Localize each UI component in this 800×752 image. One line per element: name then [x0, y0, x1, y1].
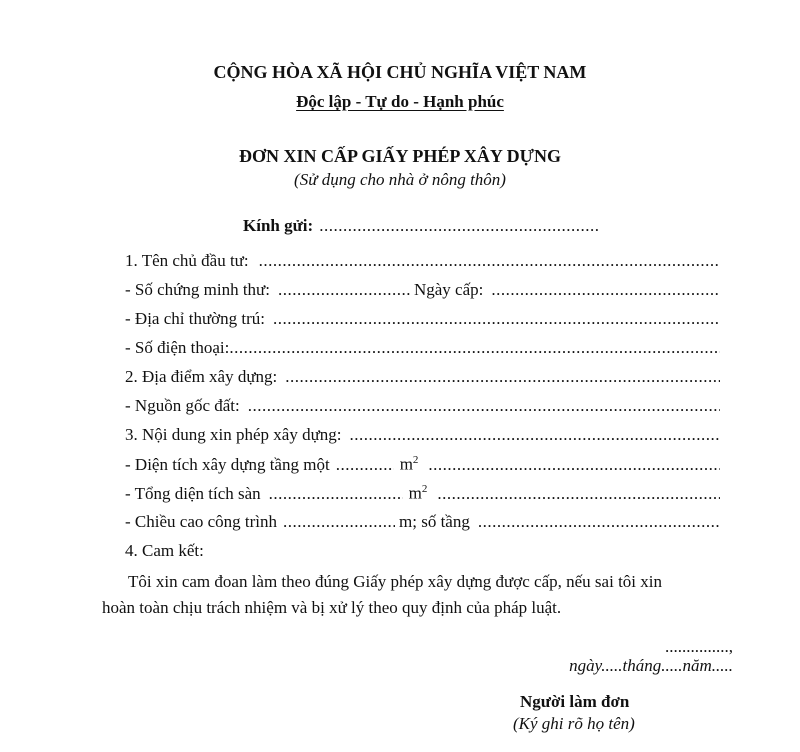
- phone-label: - Số điện thoại:: [125, 338, 230, 357]
- motto: Độc lập - Tự do - Hạnh phúc: [296, 92, 504, 111]
- investor-name-row: [125, 251, 720, 273]
- id-row: [125, 280, 720, 302]
- commitment-label: 4. Cam kết:: [125, 541, 204, 560]
- commitment-text-2: hoàn toàn chịu trách nhiệm và bị xử lý theo quy định của pháp luật.: [102, 598, 562, 617]
- phone-row: [125, 338, 720, 360]
- location-row: [125, 367, 720, 389]
- height-field[interactable]: [283, 512, 395, 532]
- address-field[interactable]: [273, 309, 720, 329]
- height-row: [125, 512, 720, 534]
- address-row: [125, 309, 720, 331]
- total-floor-label: - Tổng diện tích sàn: [125, 483, 261, 503]
- total-floor-extra-field[interactable]: [437, 484, 720, 504]
- commitment-text-1: Tôi xin cam đoan làm theo đúng Giấy phép xây dựng được cấp, nếu sai tôi xin: [128, 572, 662, 591]
- recipient-row: [243, 216, 598, 236]
- ground-floor-extra-field[interactable]: [428, 455, 720, 475]
- content-label: 3. Nội dung xin phép xây dựng:: [125, 425, 342, 444]
- address-label: - Địa chỉ thường trú:: [125, 309, 266, 328]
- location-label: 2. Địa điểm xây dựng:: [125, 367, 278, 386]
- issue-date-field[interactable]: [491, 280, 720, 300]
- form-title: ĐƠN XIN CẤP GIẤY PHÉP XÂY DỰNG: [239, 146, 561, 166]
- recipient-label: Kính gửi:: [243, 216, 314, 235]
- investor-name-field[interactable]: [259, 251, 720, 271]
- total-floor-row: - Tổng diện tích sàn ..... $m^2$ .....: [125, 483, 720, 505]
- form-subtitle: (Sử dụng cho nhà ở nông thôn): [294, 170, 506, 189]
- ground-floor-field[interactable]: [336, 455, 394, 475]
- investor-name-label: 1. Tên chủ đầu tư:: [125, 251, 249, 270]
- issue-date-label: Ngày cấp:: [413, 280, 484, 299]
- recipient-field[interactable]: [319, 216, 598, 236]
- id-number-field[interactable]: [278, 280, 410, 300]
- signer-title: Người làm đơn: [520, 692, 630, 711]
- signer-note: (Ký ghi rõ họ tên): [513, 714, 635, 733]
- signature-place: ...............,: [665, 637, 733, 656]
- height-label: - Chiều cao công trình: [125, 512, 278, 531]
- ground-floor-label: - Diện tích xây dựng tầng một: [125, 454, 330, 474]
- signature-date: ngày.....tháng.....năm.....: [569, 656, 733, 675]
- nation-heading: CỘNG HÒA XÃ HỘI CHỦ NGHĨA VIỆT NAM: [213, 62, 587, 82]
- id-number-label: - Số chứng minh thư:: [125, 280, 270, 299]
- land-origin-label: - Nguồn gốc đất:: [125, 396, 240, 415]
- total-floor-field[interactable]: [269, 484, 403, 504]
- phone-field[interactable]: [229, 338, 720, 358]
- land-origin-row: [125, 396, 720, 418]
- content-row: [125, 425, 720, 447]
- land-origin-field[interactable]: [248, 396, 720, 416]
- content-field[interactable]: [350, 425, 720, 445]
- commitment-row: [125, 541, 720, 563]
- ground-floor-row: - Diện tích xây dựng tầng một ..... $m^2$ .....: [125, 454, 720, 476]
- floors-label: m; số tầng: [399, 512, 470, 531]
- floors-field[interactable]: [478, 512, 720, 532]
- location-field[interactable]: [285, 367, 720, 387]
